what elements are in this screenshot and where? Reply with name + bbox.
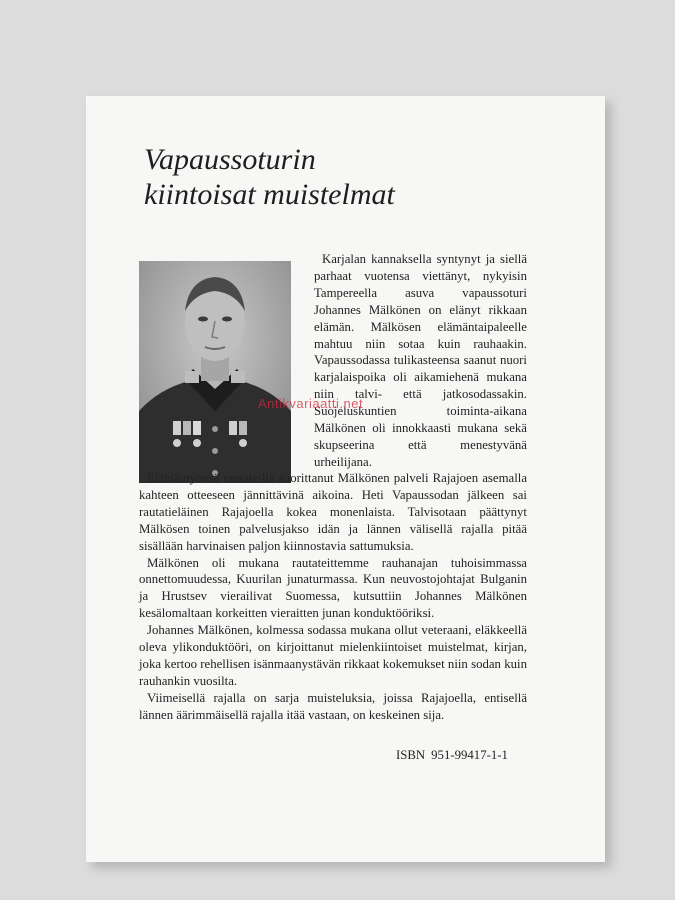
text-column-right xyxy=(314,251,527,471)
isbn-number: 951-99417-1-1 xyxy=(431,748,508,762)
paragraph-4: Johannes Mälkönen, kolmessa sodassa mukana ollut veteraani, eläkkeellä oleva ylikonduktööri, on kirjoittanut mielenkiintoiset muistelmat, kirjan, joka kertoo rehellisen isänmaanystävän rikkaat kokemukset niin sodan kuin rauhankin vuosilta. xyxy=(139,623,527,688)
isbn xyxy=(396,748,514,763)
watermark-text: Antikvariaatti.net xyxy=(258,396,364,411)
author-portrait xyxy=(139,261,291,483)
paragraph-2: Elämäntyönsä rautateillä suorittanut Mälkönen palveli Rajajoen asemalla kahteen otteeseen jännittävinä aikoina. Heti Vapaussodan jälkeen sai rautatieläinen Rajajoella kokea monenlaista. Talvisotaan päättynyt Mälkösen toinen palvelusjakso idän ja lännen välisellä rajalla pitää sisällään harvinaisen paljon kiinnostavia sattumuksia. xyxy=(139,471,527,553)
book-title xyxy=(144,142,395,212)
paragraph-3: Mälkönen oli mukana rautateittemme rauhanajan tuhoisimmassa onnettomuudessa, Kuurilan junaturmassa. Kun neuvostojohtajat Bulganin ja Hrustsev vierailivat Suomessa, kutsuttiin Johannes Mälkönen kesälomaltaan korkeitten vieraitten junan konduktööriksi. xyxy=(139,555,527,621)
isbn-label: ISBN xyxy=(396,748,426,762)
paragraph-1: Karjalan kannaksella syntynyt ja siellä parhaat vuotensa viettänyt, nykyisin Tampereella asuva vapaussoturi Johannes Mälkönen on elänyt rikkaan elämän. Mälkösen elämäntaipaleelle mahtuu niin sotaa kuin rauhaakin. Vapaussodassa tulikasteensa saanut nuori karjalaispoika oli aikamiehenä mukana niin talvi- että jatkosodassakin. Suojeluskuntien toiminta-aikana Mälkönen oli innokkaasti mukana sekä skupseerina että menestyvänä urheilijana. xyxy=(314,252,527,469)
paragraph-5: Viimeisellä rajalla on sarja muisteluksia, joissa Rajajoella, entisellä lännen äärimmäisellä rajalla itää vastaan, on keskeinen sija. xyxy=(139,690,527,722)
book-back-cover xyxy=(86,96,605,862)
title-line-1: Vapaussoturin xyxy=(144,143,316,176)
text-column-full xyxy=(139,470,527,724)
title-line-2: kiintoisat muistelmat xyxy=(144,178,395,211)
portrait-image xyxy=(139,261,291,483)
